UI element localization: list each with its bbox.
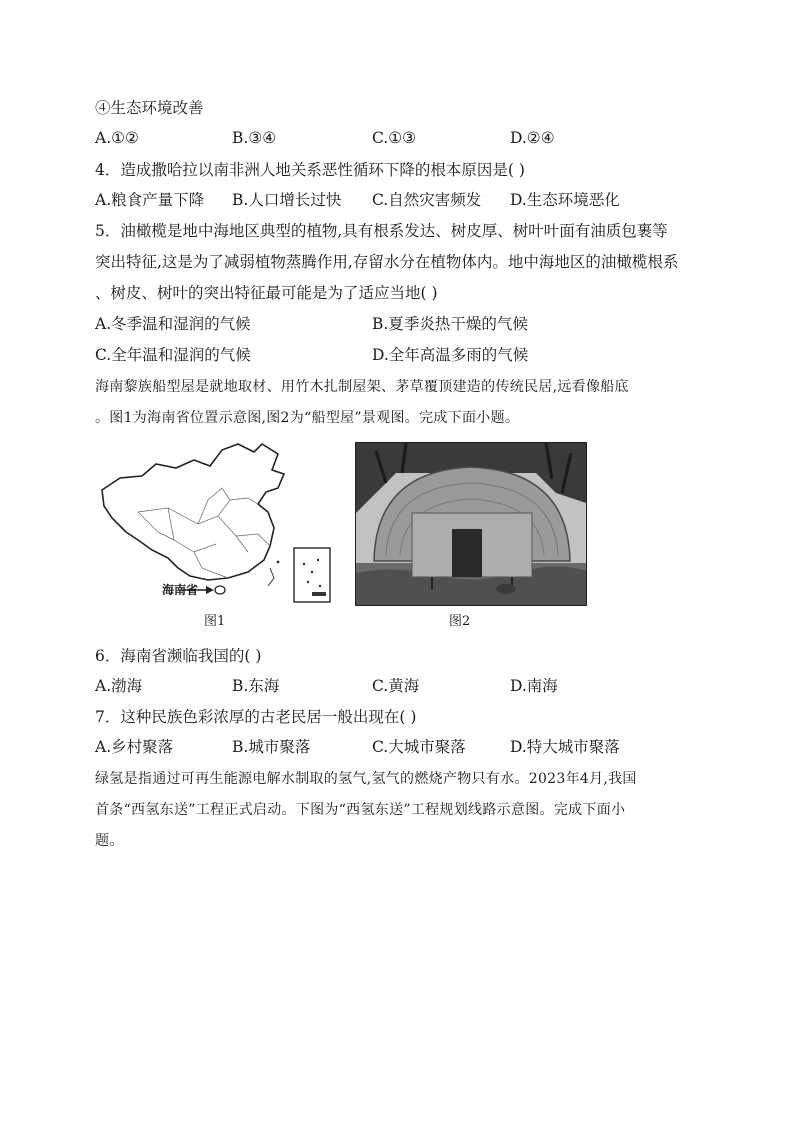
q5-options-row-2 [95, 345, 715, 365]
q3-options [95, 128, 715, 148]
boat-house-image-icon [356, 443, 586, 605]
q5-option-c: C.全年温和湿润的气候 [95, 346, 251, 364]
question-5-line-2: 突出特征,这是为了减弱植物蒸腾作用,存留水分在植物体内。地中海地区的油橄榄根系 [95, 253, 679, 271]
q6-option-a: A.渤海 [95, 677, 143, 695]
passage-2-line-2: 首条“西氢东送”工程正式启动。下图为“西氢东送”工程规划线路示意图。完成下面小 [95, 802, 626, 818]
q3-option-a: A.①② [95, 129, 139, 147]
figure-2-photo [355, 442, 587, 606]
question-5-line-1: 5．油橄榄是地中海地区典型的植物,具有根系发达、树皮厚、树叶叶面有油质包裹等 [95, 222, 668, 240]
figure-1-map [98, 440, 334, 608]
q3-option-c: C.①③ [372, 129, 417, 147]
q7-option-a: A.乡村聚落 [95, 738, 174, 756]
q5-option-b: B.夏季炎热干燥的气候 [372, 315, 528, 333]
passage-1-line-2: 。图1为海南省位置示意图,图2为“船型屋”景观图。完成下面小题。 [95, 410, 520, 426]
q3-option-b: B.③④ [232, 129, 277, 147]
question-4: 4．造成撒哈拉以南非洲人地关系恶性循环下降的根本原因是( ) [95, 161, 525, 179]
q6-option-d: D.南海 [510, 677, 558, 695]
q4-option-a: A.粮食产量下降 [95, 191, 205, 209]
question-6: 6．海南省濒临我国的( ) [95, 647, 262, 665]
q4-option-d: D.生态环境恶化 [510, 191, 620, 209]
question-7: 7．这种民族色彩浓厚的古老民居一般出现在( ) [95, 708, 417, 726]
q5-options-row-1 [95, 314, 715, 334]
q5-option-a: A.冬季温和湿润的气候 [95, 315, 251, 333]
q6-option-c: C.黄海 [372, 677, 420, 695]
hainan-label: 海南省 [162, 583, 199, 597]
passage-2-line-1: 绿氢是指通过可再生能源电解水制取的氢气,氢气的燃烧产物只有水。2023年4月,我国 [95, 771, 637, 787]
q4-option-b: B.人口增长过快 [232, 191, 342, 209]
china-map-icon [98, 440, 334, 608]
option-line-4: ④生态环境改善 [95, 99, 204, 117]
q6-option-b: B.东海 [232, 677, 280, 695]
q5-option-d: D.全年高温多雨的气候 [372, 346, 529, 364]
figure-2-caption: 图2 [449, 614, 471, 629]
figure-1-caption: 图1 [204, 614, 226, 629]
q6-options [95, 676, 715, 696]
q4-options [95, 190, 715, 210]
passage-2-line-3: 题。 [95, 833, 124, 849]
q7-option-d: D.特大城市聚落 [510, 738, 620, 756]
q7-options [95, 737, 715, 757]
q4-option-c: C.自然灾害频发 [372, 191, 482, 209]
q7-option-b: B.城市聚落 [232, 738, 311, 756]
passage-1-line-1: 海南黎族船型屋是就地取材、用竹木扎制屋架、茅草覆顶建造的传统民居,远看像船底 [95, 379, 629, 395]
q3-option-d: D.②④ [510, 129, 555, 147]
question-5-line-3: 、树皮、树叶的突出特征最可能是为了适应当地( ) [95, 284, 438, 302]
q7-option-c: C.大城市聚落 [372, 738, 466, 756]
